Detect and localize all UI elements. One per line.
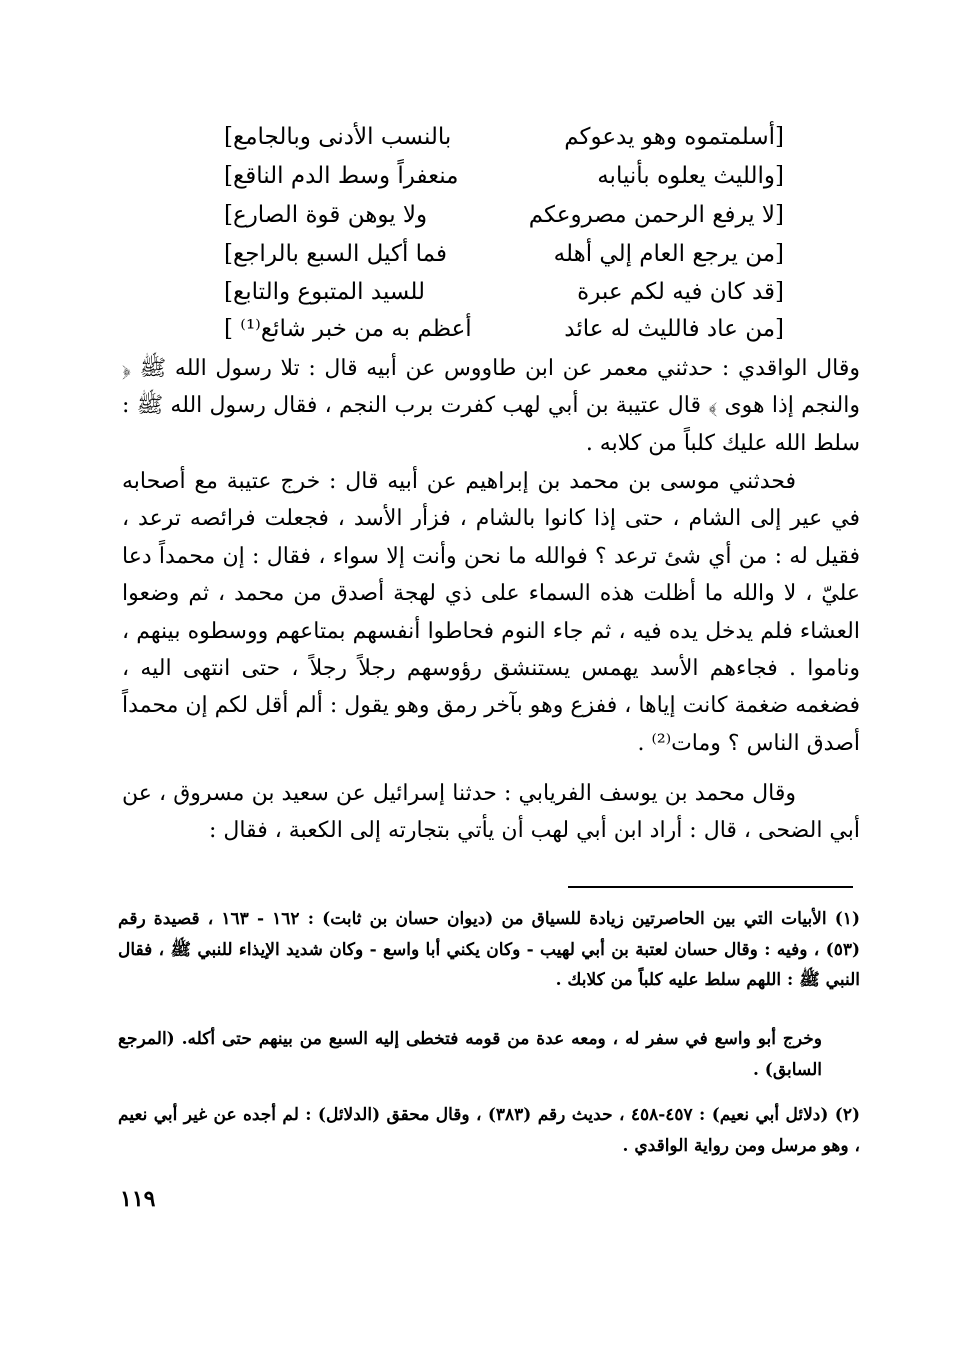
- poem-verse: [224, 118, 784, 156]
- footnote-separator: [568, 886, 853, 888]
- poem-verse: [224, 273, 784, 311]
- poem-verse: [224, 235, 784, 273]
- verse-first-hemistich: [من عاد فالليث له عائد: [564, 316, 784, 342]
- verse-second-hemistich: للسيد المتبوع والتابع]: [224, 279, 426, 305]
- verse-second-hemistich: فما أكيل السبع بالراجع]: [224, 241, 447, 267]
- poem-verse: [224, 310, 784, 348]
- verse-second-hemistich: بالنسب الأدنى وبالجامع]: [224, 124, 452, 150]
- page-number: ١١٩: [120, 1186, 156, 1212]
- verse-first-hemistich: [قد كان فيه لكم عبرة: [577, 279, 784, 305]
- verse-first-hemistich: [من يرجع العام إلي أهله: [553, 241, 784, 267]
- footnote: (١) الأبيات التي بين الحاصرتين زيادة للسياق من (ديوان حسان بن ثابت) : ١٦٢ - ١٦٣ ، قصيدة رقم (٥٣) ، وفيه : وقال حسان لعتبة بن أبي لهيب - وكان يكني أبا واسع - وكان شديد الإيذاء للنبي ﷺ ، فقال النبي ﷺ : اللهم سلط عليه كلباً من كلابك .: [118, 909, 860, 990]
- body-paragraph: وقال الواقدي : حدثني معمر عن ابن طاووس عن أبيه قال : تلا رسول الله ﷺ ﴿ والنجم إذا هوى ﴾ قال عتيبة بن أبي لهب كفرت برب النجم ، فقال رسول الله ﷺ : سلط الله عليك كلباً من كلابه .: [122, 356, 860, 456]
- verse-first-hemistich: [لا يرفع الرحمن مصروعكم: [528, 202, 784, 228]
- poem-verse: [224, 157, 784, 195]
- verse-first-hemistich: [أسلمتموه وهو يدعوكم: [564, 124, 784, 150]
- body-paragraph: وقال محمد بن يوسف الفريابي : حدثنا إسرائيل عن سعيد بن مسروق ، عن أبي الضحى ، قال : أراد ابن أبي لهب أن يأتي بتجارته إلى الكعبة ، فقال :: [122, 781, 860, 844]
- poem-verse: [224, 196, 784, 234]
- body-paragraph: فحدثني موسى بن محمد بن إبراهيم عن أبيه قال : خرج عتيبة مع أصحابه في عير إلى الشام ، حتى إذا كانوا بالشام ، فزأر الأسد ، فجعلت فرائصه ترعد ، فقيل له : من أي شئ ترعد ؟ فوالله ما نحن وأنت إلا سواء ، فقال : إن محمداً دعا عليّ ، لا والله ما أظلت هذه السماء على ذي لهجة أصدق من محمد ، ثم وضعوا العشاء فلم يدخل يده فيه ، ثم جاء النوم فحاطوا أنفسهم بمتاعهم ووسطوه بينهم ، وناموا . فجاءهم الأسد يهمس يستنشق رؤوسهم رجلاً رجلاً ، حتى انتهى اليه ، فضغمه ضغمة كانت إياها ، ففزع وهو بآخر رمق وهو يقول : ألم أقل لكم إن محمداً أصدق الناس ؟ ومات⁽²⁾ .: [122, 469, 860, 756]
- footnote: (٢) (دلائل أبي نعيم) : ٤٥٧-٤٥٨ ، حديث رقم (٣٨٣) ، وقال محقق (الدلائل) : لم أجده عن غير أبي نعيم ، وهو مرسل ومن رواية الواقدي .: [118, 1105, 861, 1156]
- verse-second-hemistich: ولا يوهن قوة الصارع]: [224, 202, 428, 228]
- footnote-continuation: وخرج أبو واسع في سفر له ، ومعه عدة من قومه فتخطى إليه السبع من بينهم حتى أكله. (المرجع السابق) .: [118, 1029, 822, 1080]
- verse-first-hemistich: [والليث يعلوه بأنيابه: [597, 163, 784, 189]
- verse-second-hemistich: أعظم به من خبر شائع⁽¹⁾ ]: [224, 316, 472, 342]
- verse-second-hemistich: منعفراً وسط الدم الناقع]: [224, 163, 459, 189]
